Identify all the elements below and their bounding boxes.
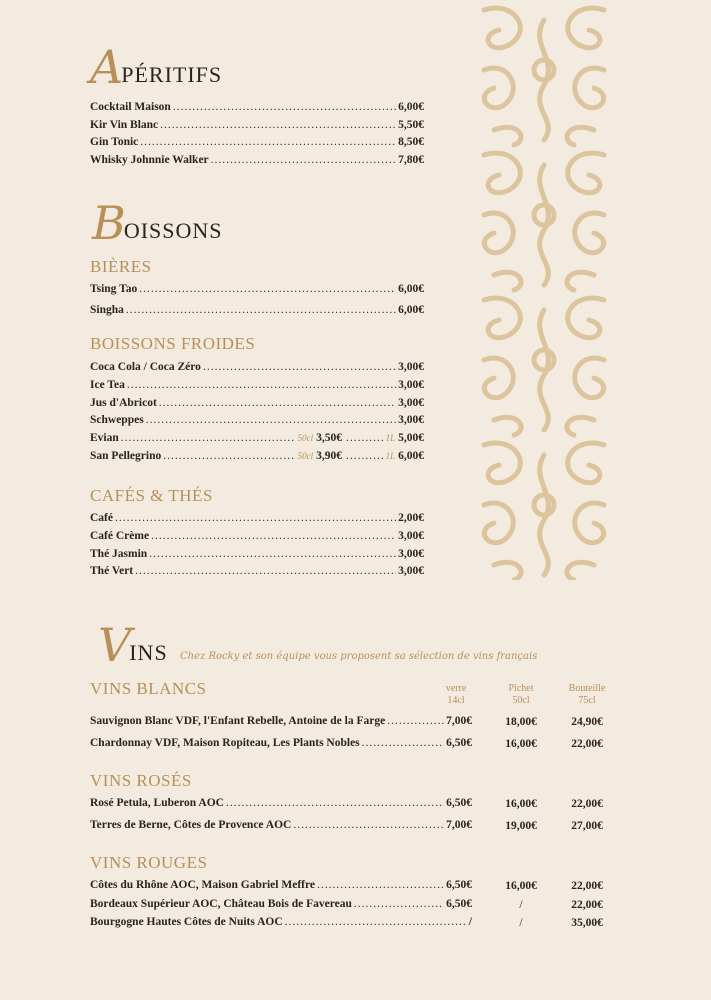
bieres-heading: BIÈRES: [90, 257, 152, 276]
wine-verre-price: 6,50€: [446, 897, 472, 910]
item-name: Kir Vin Blanc: [90, 118, 159, 131]
dot-leader: [362, 737, 444, 749]
item-price: 5,50€: [398, 118, 424, 131]
item-name: Thé Jasmin: [90, 547, 148, 560]
wine-bouteille-price: 22,00€: [571, 738, 603, 750]
wine-pichet-price: 16,00€: [505, 880, 537, 892]
item-name: Thé Vert: [90, 565, 134, 578]
item-price-small: 3,50€: [316, 432, 342, 444]
item-name: San Pellegrino: [90, 450, 162, 462]
vins-title: INS: [129, 640, 168, 665]
wine-bouteille-price: 22,00€: [571, 898, 603, 911]
wine-verre-price: 6,50€: [446, 797, 472, 809]
column-label: Bouteille: [568, 683, 606, 694]
wine-name: Terres de Berne, Côtes de Provence AOC: [90, 819, 292, 831]
dot-leader: [151, 530, 396, 542]
item-price: 8,50€: [398, 136, 424, 148]
wine-bouteille-price: 22,00€: [571, 798, 603, 810]
boissons-title: OISSONS: [123, 218, 223, 243]
vins-rouges-heading: VINS ROUGES: [90, 853, 208, 872]
column-label: verre: [445, 683, 467, 694]
menu-item: [90, 397, 424, 413]
wine-item: [90, 898, 472, 914]
wine-name: Chardonnay VDF, Maison Ropiteau, Les Plants Nobles: [90, 737, 360, 749]
vins-roses-heading: VINS ROSÉS: [90, 771, 192, 790]
column-size: 14cl: [447, 695, 465, 706]
dot-leader: [126, 304, 396, 316]
item-name: Jus d'Abricot: [90, 396, 157, 409]
dot-leader: [160, 119, 396, 131]
menu-item-dual: [90, 432, 342, 448]
item-price: 3,00€: [398, 565, 424, 578]
item-price: 6,00€: [398, 283, 424, 295]
wine-name: Bourgogne Hautes Côtes de Nuits AOC: [90, 916, 283, 928]
menu-item: [90, 512, 424, 528]
wine-item: [90, 879, 472, 895]
dot-leader: [146, 414, 396, 426]
wine-name: Rosé Petula, Luberon AOC: [90, 797, 224, 809]
item-name: Singha: [90, 303, 124, 316]
wine-name: Bordeaux Supérieur AOC, Château Bois de Favereau: [90, 897, 352, 910]
ornament-pattern: [474, 0, 614, 580]
menu-item: [90, 304, 424, 320]
dot-leader: [159, 397, 396, 409]
item-price: 3,00€: [398, 361, 424, 373]
item-name: Cocktail Maison: [90, 101, 171, 113]
item-name: Café: [90, 512, 113, 524]
item-price: 3,00€: [398, 378, 424, 391]
dot-leader: [149, 548, 396, 560]
item-price: 6,00€: [398, 303, 424, 316]
vins-tagline: Chez Rocky et son équipe vous proposent sa sélection de vins français: [180, 651, 538, 662]
dot-leader: [293, 819, 444, 831]
column-header: [557, 683, 617, 707]
dot-leader: [121, 432, 296, 444]
wine-item: [90, 819, 472, 835]
wine-name: Côtes du Rhône AOC, Maison Gabriel Meffre: [90, 879, 315, 891]
wine-pichet-price: /: [519, 917, 523, 929]
wine-item: [90, 715, 472, 731]
dot-leader: [203, 361, 396, 373]
column-size: 50cl: [512, 695, 530, 706]
wine-pichet-price: 16,00€: [505, 738, 537, 750]
menu-item: [90, 414, 424, 430]
boissons-initial: B: [92, 196, 126, 250]
item-name: Tsing Tao: [90, 283, 138, 295]
wine-bouteille-price: 35,00€: [571, 917, 603, 929]
menu-item-dual: [90, 450, 342, 466]
wine-bouteille-price: 24,90€: [571, 716, 603, 728]
dot-leader: [354, 898, 444, 910]
menu-item-dual-large: [344, 432, 424, 448]
aperitifs-heading: [90, 40, 223, 94]
froides-heading: BOISSONS FROIDES: [90, 334, 256, 353]
wine-verre-price: 7,00€: [446, 819, 472, 831]
size-small: 50cl: [297, 451, 314, 461]
item-name: Ice Tea: [90, 378, 125, 391]
wine-bouteille-price: 22,00€: [571, 880, 603, 892]
dot-leader: [211, 154, 396, 166]
item-price: 6,00€: [398, 101, 424, 113]
menu-item: [90, 361, 424, 377]
boissons-heading: [92, 196, 223, 250]
menu-item: [90, 119, 424, 135]
item-price-small: 3,90€: [316, 450, 342, 462]
menu-item: [90, 530, 424, 546]
item-name: Coca Cola / Coca Zéro: [90, 361, 201, 373]
dot-leader: [387, 715, 444, 727]
menu-item: [90, 101, 424, 117]
vins-heading: [98, 618, 168, 672]
wine-item: [90, 737, 472, 753]
column-header: [491, 683, 551, 707]
column-header: [426, 683, 486, 707]
wine-verre-price: 7,00€: [446, 715, 472, 727]
menu-item: [90, 565, 424, 581]
dot-leader: [139, 283, 396, 295]
item-name: Schweppes: [90, 414, 144, 427]
vins-blancs-heading: VINS BLANCS: [90, 679, 207, 698]
menu-item-dual-large: [344, 450, 424, 466]
dot-leader: [346, 450, 384, 462]
menu-item: [90, 136, 424, 152]
size-large: 1L: [385, 433, 396, 443]
column-size: 75cl: [578, 695, 596, 706]
wine-item: [90, 916, 472, 932]
wine-verre-price: 6,50€: [446, 737, 472, 749]
menu-item: [90, 379, 424, 395]
dot-leader: [173, 101, 396, 113]
dot-leader: [346, 432, 384, 444]
wine-verre-price: 6,50€: [446, 879, 472, 891]
wine-pichet-price: /: [519, 898, 523, 911]
wine-pichet-price: 16,00€: [505, 798, 537, 810]
item-name: Whisky Johnnie Walker: [90, 153, 209, 166]
wine-verre-price: /: [468, 916, 472, 928]
dot-leader: [127, 379, 396, 391]
item-name: Evian: [90, 432, 119, 444]
dot-leader: [115, 512, 396, 524]
dot-leader: [135, 565, 396, 577]
item-price: 3,00€: [398, 396, 424, 409]
menu-item: [90, 283, 424, 299]
item-price: 3,00€: [398, 547, 424, 560]
item-price-large: 5,00€: [398, 432, 424, 444]
item-price-large: 6,00€: [398, 450, 424, 462]
wine-pichet-price: 19,00€: [505, 820, 537, 832]
dot-leader: [317, 879, 444, 891]
dot-leader: [140, 136, 396, 148]
size-large: 1L: [385, 451, 396, 461]
size-small: 50cl: [297, 433, 314, 443]
column-label: Pichet: [508, 683, 534, 694]
wine-name: Sauvignon Blanc VDF, l'Enfant Rebelle, Antoine de la Farge: [90, 715, 386, 727]
cafes-heading: CAFÉS & THÉS: [90, 486, 213, 505]
aperitifs-initial: A: [90, 40, 124, 94]
item-price: 2,00€: [398, 512, 424, 524]
menu-item: [90, 154, 424, 170]
item-name: Gin Tonic: [90, 136, 139, 148]
item-price: 3,00€: [398, 414, 424, 427]
wine-pichet-price: 18,00€: [505, 716, 537, 728]
item-price: 7,80€: [398, 153, 424, 166]
item-name: Café Crème: [90, 529, 150, 542]
wine-item: [90, 797, 472, 813]
wine-bouteille-price: 27,00€: [571, 820, 603, 832]
vins-initial: V: [98, 618, 132, 672]
item-price: 3,00€: [398, 529, 424, 542]
dot-leader: [285, 916, 467, 928]
dot-leader: [226, 797, 444, 809]
menu-item: [90, 548, 424, 564]
dot-leader: [163, 450, 295, 462]
aperitifs-title: PÉRITIFS: [121, 62, 223, 87]
